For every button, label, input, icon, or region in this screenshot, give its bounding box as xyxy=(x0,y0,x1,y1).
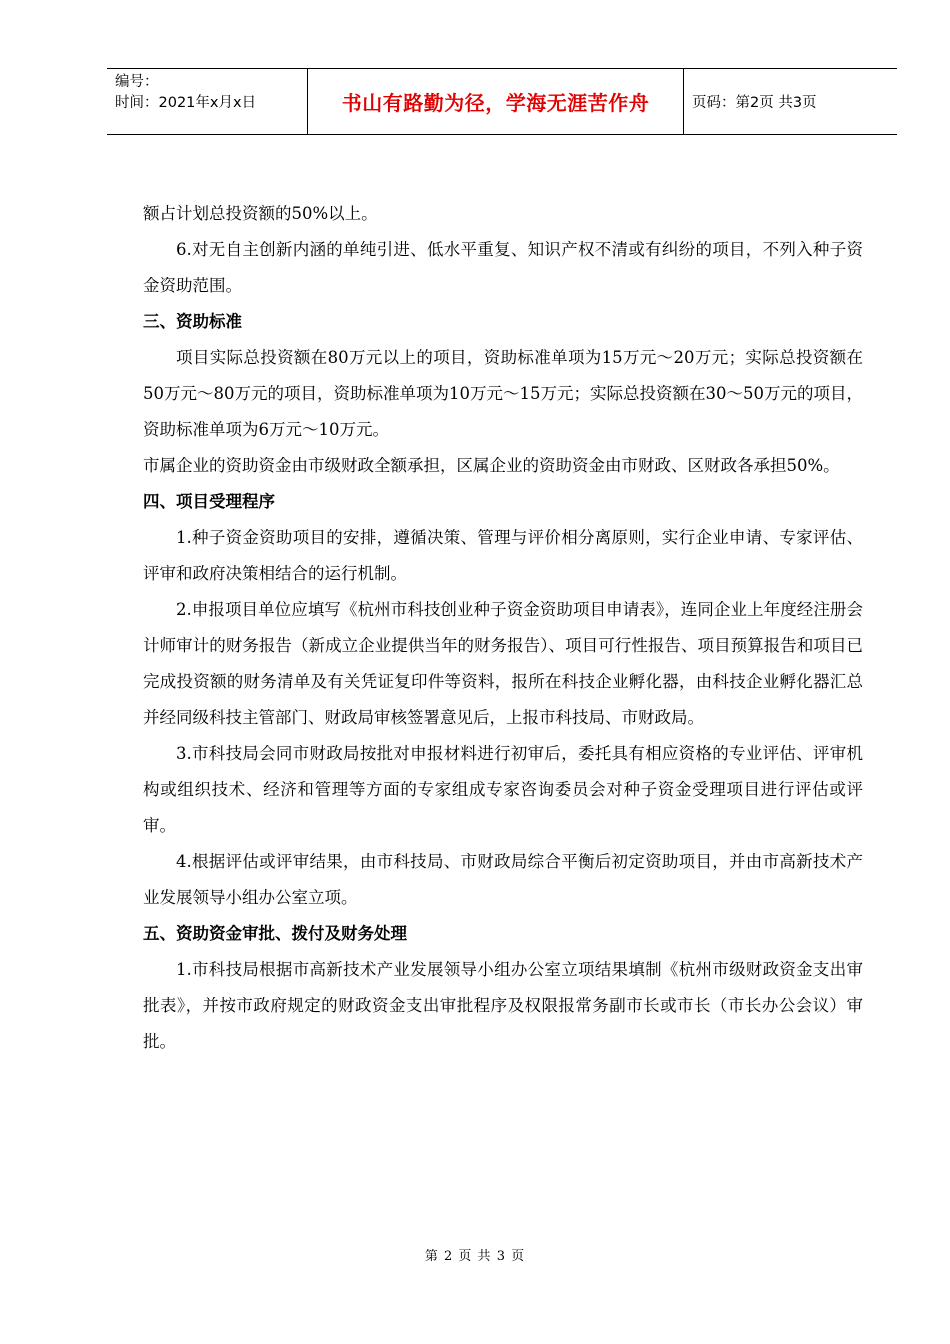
page-footer: 第 2 页 共 3 页 xyxy=(424,1249,526,1264)
section-heading: 三、资助标准 xyxy=(143,312,242,331)
header-motto: 书山有路勤为径，学海无涯苦作舟 xyxy=(308,69,684,134)
document-header xyxy=(107,68,897,135)
section-heading: 五、资助资金审批、拨付及财务处理 xyxy=(143,924,407,943)
paragraph: 额占计划总投资额的50%以上。 xyxy=(143,204,378,223)
document-number-label: 编号： xyxy=(115,74,159,90)
paragraph: 市属企业的资助资金由市级财政全额承担，区属企业的资助资金由市财政、区财政各承担50%。 xyxy=(143,456,840,475)
paragraph: 4.根据评估或评审结果，由市科技局、市财政局综合平衡后初定资助项目，并由市高新技术产业发展领导小组办公室立项。 xyxy=(143,852,863,907)
header-page-info: 页码：第2页 共3页 xyxy=(692,95,817,111)
document-body xyxy=(143,196,863,1060)
document-time-label: 时间：2021年x月x日 xyxy=(115,95,257,111)
section-heading: 四、项目受理程序 xyxy=(143,492,275,511)
paragraph: 6.对无自主创新内涵的单纯引进、低水平重复、知识产权不清或有纠纷的项目，不列入种子资金资助范围。 xyxy=(143,240,863,295)
paragraph: 1.市科技局根据市高新技术产业发展领导小组办公室立项结果填制《杭州市级财政资金支出审批表》，并按市政府规定的财政资金支出审批程序及权限报常务副市长或市长（市长办公会议）审批。 xyxy=(143,960,863,1051)
paragraph: 项目实际总投资额在80万元以上的项目，资助标准单项为15万元～20万元；实际总投资额在50万元～80万元的项目，资助标准单项为10万元～15万元；实际总投资额在30～50万元的项目，资助标准单项为6万元～10万元。 xyxy=(143,348,863,439)
paragraph: 1.种子资金资助项目的安排，遵循决策、管理与评价相分离原则，实行企业申请、专家评估、评审和政府决策相结合的运行机制。 xyxy=(143,528,863,583)
paragraph: 3.市科技局会同市财政局按批对申报材料进行初审后，委托具有相应资格的专业评估、评审机构或组织技术、经济和管理等方面的专家组成专家咨询委员会对种子资金受理项目进行评估或评审。 xyxy=(143,744,863,835)
header-meta xyxy=(107,69,308,134)
paragraph: 2.申报项目单位应填写《杭州市科技创业种子资金资助项目申请表》，连同企业上年度经注册会计师审计的财务报告（新成立企业提供当年的财务报告）、项目可行性报告、项目预算报告和项目已完成投资额的财务清单及有关凭证复印件等资料，报所在科技企业孵化器，由科技企业孵化器汇总并经同级科技主管部门、财政局审核签署意见后，上报市科技局、市财政局。 xyxy=(143,600,863,727)
